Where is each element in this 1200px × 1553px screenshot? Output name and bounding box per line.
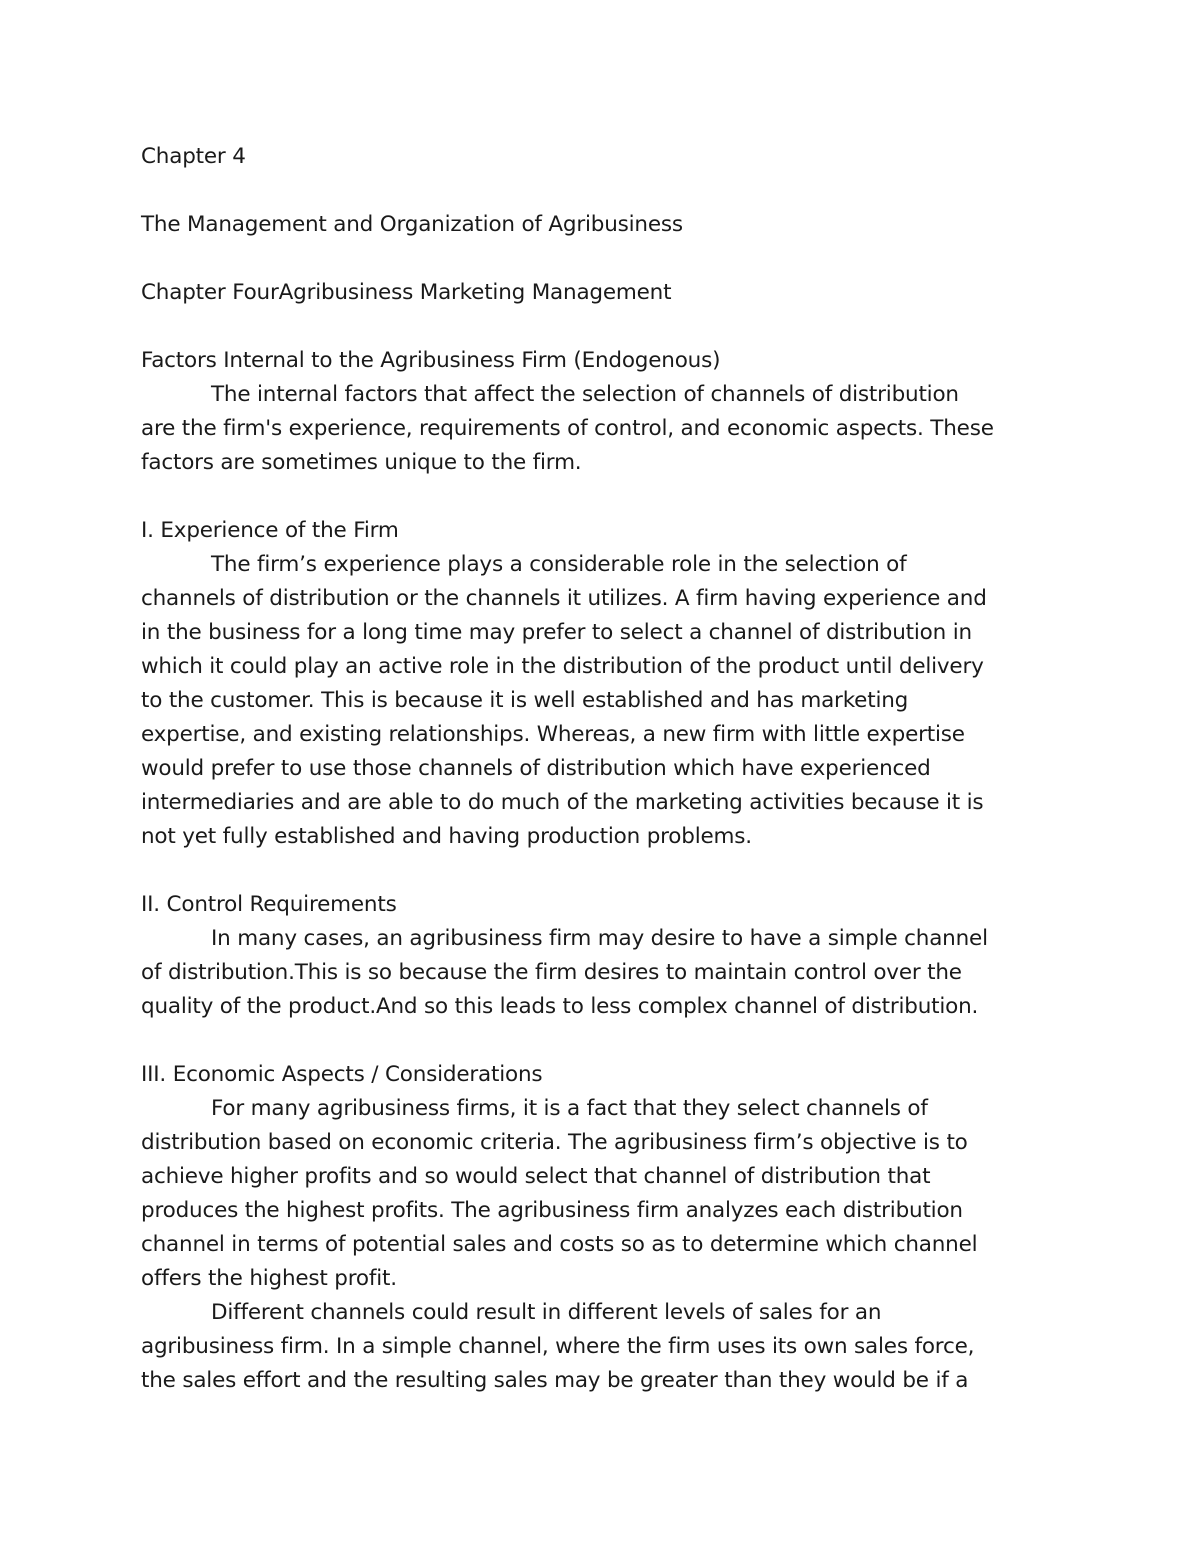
paragraph-line: which it could play an active role in the distribution of the product until delivery (141, 654, 984, 679)
paragraph-line: distribution based on economic criteria. The agribusiness firm’s objective is to (141, 1130, 968, 1155)
intro-line: are the firm's experience, requirements of control, and economic aspects. These (141, 416, 994, 441)
paragraph-line: would prefer to use those channels of distribution which have experienced (141, 756, 931, 781)
paragraph-line: quality of the product.And so this leads to less complex channel of distribution. (141, 994, 979, 1019)
paragraph-line: Different channels could result in different levels of sales for an (211, 1300, 882, 1325)
chapter-label: Chapter 4 (141, 144, 246, 169)
paragraph-line: agribusiness firm. In a simple channel, where the firm uses its own sales force, (141, 1334, 975, 1359)
section-heading-experience: I. Experience of the Firm (141, 518, 399, 543)
section-heading: Factors Internal to the Agribusiness Firm (Endogenous) (141, 348, 721, 373)
intro-line: The internal factors that affect the selection of channels of distribution (211, 382, 959, 407)
paragraph-line: not yet fully established and having production problems. (141, 824, 752, 849)
spacer (141, 242, 1071, 276)
book-title: The Management and Organization of Agribusiness (141, 212, 683, 237)
paragraph-line: the sales effort and the resulting sales may be greater than they would be if a (141, 1368, 969, 1393)
spacer (141, 1024, 1071, 1058)
paragraph-line: intermediaries and are able to do much of the marketing activities because it is (141, 790, 984, 815)
paragraph-line: expertise, and existing relationships. Whereas, a new firm with little expertise (141, 722, 965, 747)
paragraph-line: In many cases, an agribusiness firm may desire to have a simple channel (211, 926, 988, 951)
chapter-title: Chapter FourAgribusiness Marketing Management (141, 280, 672, 305)
paragraph-line: channels of distribution or the channels it utilizes. A firm having experience and (141, 586, 987, 611)
paragraph-line: achieve higher profits and so would select that channel of distribution that (141, 1164, 931, 1189)
paragraph-line: to the customer. This is because it is well established and has marketing (141, 688, 909, 713)
spacer (141, 174, 1071, 208)
paragraph-line: of distribution.This is so because the firm desires to maintain control over the (141, 960, 962, 985)
paragraph-line: For many agribusiness firms, it is a fact that they select channels of (211, 1096, 928, 1121)
section-heading-control: II. Control Requirements (141, 892, 397, 917)
intro-line: factors are sometimes unique to the firm. (141, 450, 582, 475)
paragraph-line: The firm’s experience plays a considerable role in the selection of (211, 552, 907, 577)
paragraph-line: channel in terms of potential sales and costs so as to determine which channel (141, 1232, 978, 1257)
paragraph-line: produces the highest profits. The agribusiness firm analyzes each distribution (141, 1198, 963, 1223)
paragraph-line: in the business for a long time may prefer to select a channel of distribution in (141, 620, 972, 645)
spacer (141, 480, 1071, 514)
paragraph-line: offers the highest profit. (141, 1266, 397, 1291)
section-heading-economic: III. Economic Aspects / Considerations (141, 1062, 543, 1087)
spacer (141, 854, 1071, 888)
spacer (141, 310, 1071, 344)
document-body (141, 140, 1071, 1398)
